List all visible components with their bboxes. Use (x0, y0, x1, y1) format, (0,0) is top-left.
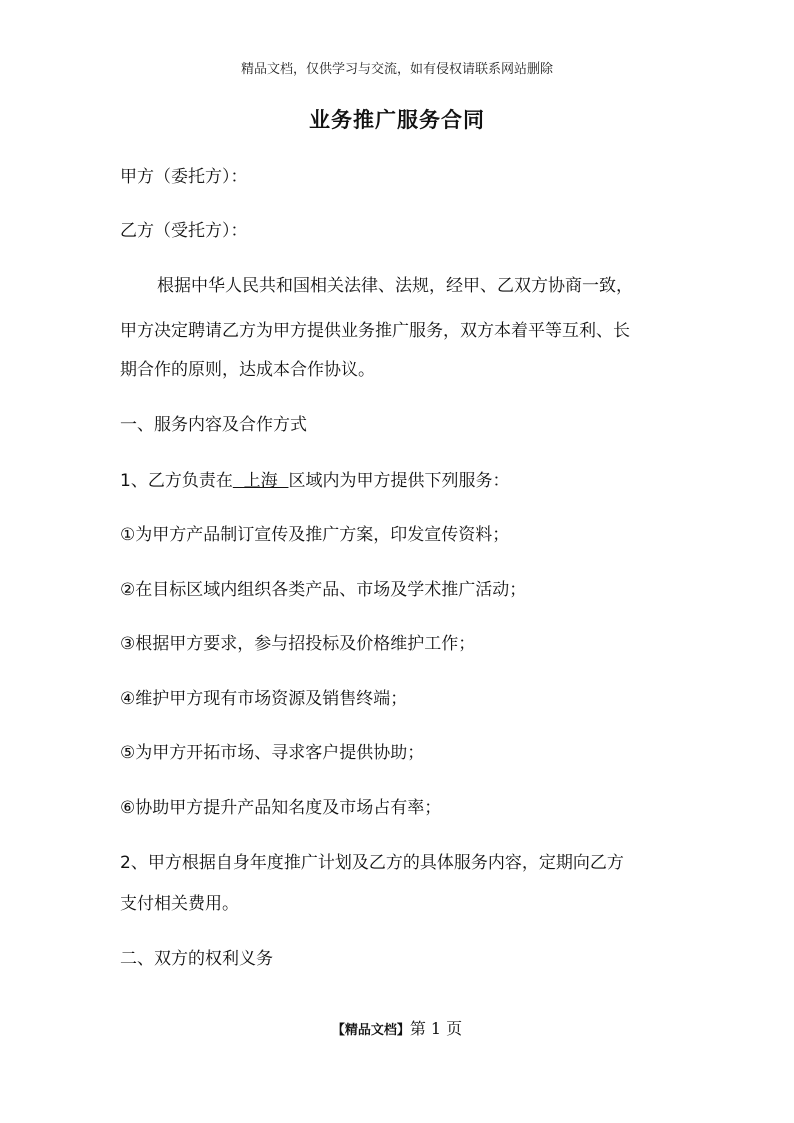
service-item-6: ⑥协助甲方提升产品知名度及市场占有率； (120, 798, 442, 818)
footer-tag: 【精品文档】 (331, 1023, 410, 1038)
intro-line-1: 根据中华人民共和国相关法律、法规，经甲、乙双方协商一致， (157, 276, 633, 296)
section1-heading: 一、服务内容及合作方式 (120, 415, 307, 435)
page-footer (0, 1016, 794, 1039)
service-item-4: ④维护甲方现有市场资源及销售终端； (120, 689, 408, 709)
clause2-line-2: 支付相关费用。 (120, 894, 239, 914)
clause1-suffix: 区域内为甲方提供下列服务： (288, 471, 510, 491)
service-item-5: ⑤为甲方开拓市场、寻求客户提供协助； (120, 743, 425, 763)
clause2-line-1: 2、甲方根据自身年度推广计划及乙方的具体服务内容，定期向乙方 (120, 853, 624, 873)
header-note: 精品文档，仅供学习与交流，如有侵权请联系网站删除 (240, 62, 553, 77)
service-item-2: ②在目标区域内组织各类产品、市场及学术推广活动； (120, 580, 527, 600)
party-b-line: 乙方（受托方）： (120, 221, 248, 241)
intro-line-3: 期合作的原则，达成本合作协议。 (120, 360, 375, 380)
document-title: 业务推广服务合同 (309, 108, 485, 132)
party-a-line: 甲方（委托方）： (120, 167, 248, 187)
service-item-1: ①为甲方产品制订宣传及推广方案，印发宣传资料； (120, 525, 510, 545)
clause1-region: 上海 (232, 471, 289, 491)
clause1-prefix: 1、乙方负责在 (120, 471, 233, 491)
clause1 (120, 466, 680, 491)
section2-heading: 二、双方的权利义务 (120, 949, 273, 969)
service-item-3: ③根据甲方要求，参与招投标及价格维护工作； (120, 634, 476, 654)
page-number: 第 1 页 (409, 1019, 463, 1038)
intro-line-2: 甲方决定聘请乙方为甲方提供业务推广服务，双方本着平等互利、长 (120, 321, 630, 341)
